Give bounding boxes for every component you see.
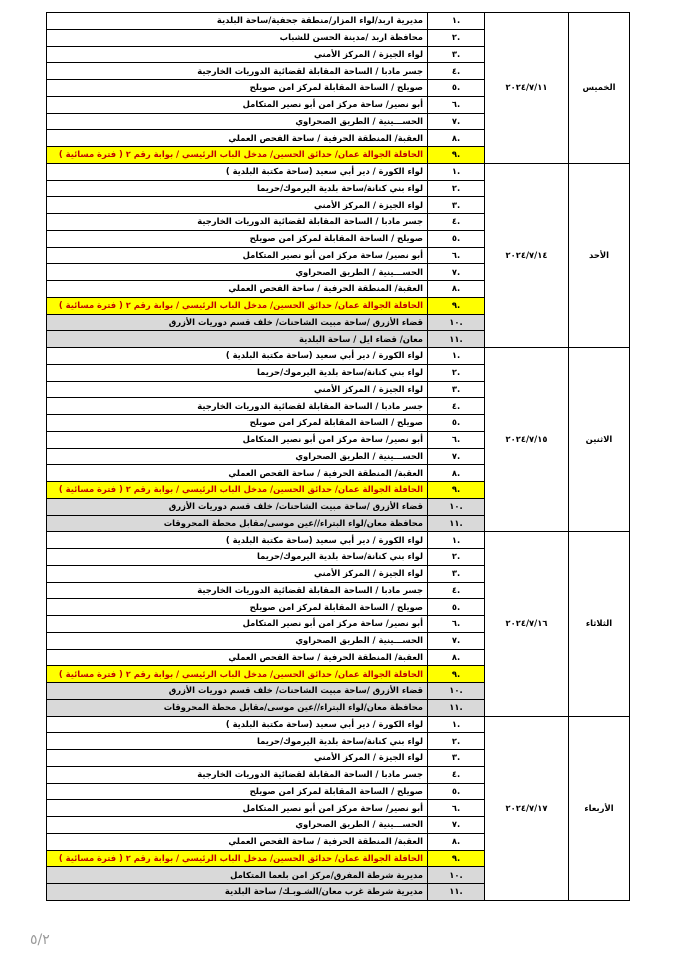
table-row [47,348,630,365]
location-cell: محافظة اربد /مدينة الحسن للشباب [47,29,428,46]
location-cell: الحســـينية / الطريق الصحراوي [47,113,428,130]
row-number: .٣ [428,750,485,767]
row-number: .٩ [428,482,485,499]
row-number: .٤ [428,63,485,80]
location-cell: جسر مادبا / الساحة المقابلة لقضائية الدوريات الخارجية [47,766,428,783]
row-number: .١١ [428,699,485,716]
row-number: .١١ [428,884,485,901]
date-cell: ٢٠٢٤/٧/١٥ [485,348,569,532]
location-cell: قضاء الأزرق /ساحة مبيت الشاحنات/ خلف قسم دوريات الأزرق [47,498,428,515]
row-number: .١ [428,13,485,30]
row-number: .٧ [428,817,485,834]
page-number: ٥/٢ [30,932,50,948]
location-cell: الحافلة الجوالة عمان/ حدائق الحسين/ مدخل الباب الرئيسي / بوابة رقم ٢ ( فترة مسائية ) [47,297,428,314]
row-number: .٧ [428,264,485,281]
location-cell: الحافلة الجوالة عمان/ حدائق الحسين/ مدخل الباب الرئيسي / بوابة رقم ٢ ( فترة مسائية ) [47,482,428,499]
location-cell: صويلح / الساحة المقابلة لمركز امن صويلح [47,599,428,616]
location-cell: مديرية شرطة غرب معان/الشـوبـك/ ساحة البلدية [47,884,428,901]
row-number: .٢ [428,180,485,197]
row-number: .٣ [428,381,485,398]
row-number: .٤ [428,766,485,783]
location-cell: صويلح / الساحة المقابلة لمركز امن صويلح [47,783,428,800]
location-cell: صويلح / الساحة المقابلة لمركز امن صويلح [47,415,428,432]
location-cell: أبو نصير/ ساحة مركز امن أبو نصير المتكامل [47,247,428,264]
location-cell: أبو نصير/ ساحة مركز امن أبو نصير المتكامل [47,800,428,817]
row-number: .١ [428,532,485,549]
row-number: .٤ [428,582,485,599]
row-number: .٤ [428,398,485,415]
row-number: .١١ [428,331,485,348]
location-cell: محافظة معان/لواء البتراء//عين موسى/مقابل محطة المحروقات [47,699,428,716]
location-cell: الحافلة الجوالة عمان/ حدائق الحسين/ مدخل الباب الرئيسي / بوابة رقم ٢ ( فترة مسائية ) [47,666,428,683]
table-row [47,716,630,733]
location-cell: مديرية شرطة المفرق/مركز امن بلعما المتكامل [47,867,428,884]
row-number: .١٠ [428,498,485,515]
location-cell: لواء الجيزة / المركز الأمني [47,197,428,214]
day-cell: الأحد [569,163,630,347]
row-number: .٥ [428,599,485,616]
location-cell: لواء بني كنانة/ساحة بلدية اليرموك/حريما [47,733,428,750]
date-cell: ٢٠٢٤/٧/١٤ [485,163,569,347]
schedule-table [46,12,630,901]
location-cell: مديرية اربد/لواء المزار/منطقة جحفية/ساحة البلدية [47,13,428,30]
location-cell: العقبة/ المنطقة الحرفية / ساحة الفحص العملي [47,833,428,850]
row-number: .٥ [428,80,485,97]
location-cell: أبو نصير/ ساحة مركز امن أبو نصير المتكامل [47,431,428,448]
location-cell: لواء الكورة / دير أبي سعيد (ساحة مكتبة البلدية ) [47,163,428,180]
location-cell: الحســـينية / الطريق الصحراوي [47,817,428,834]
row-number: .١٠ [428,314,485,331]
row-number: .٧ [428,113,485,130]
location-cell: لواء بني كنانة/ساحة بلدية اليرموك/حريما [47,549,428,566]
row-number: .٣ [428,565,485,582]
row-number: .١٠ [428,867,485,884]
row-number: .١ [428,716,485,733]
row-number: .٩ [428,850,485,867]
date-cell: ٢٠٢٤/٧/١٦ [485,532,569,716]
row-number: .٣ [428,46,485,63]
location-cell: الحافلة الجوالة عمان/ حدائق الحسين/ مدخل الباب الرئيسي / بوابة رقم ٢ ( فترة مسائية ) [47,147,428,164]
location-cell: صويلح / الساحة المقابلة لمركز امن صويلح [47,80,428,97]
row-number: .٨ [428,130,485,147]
row-number: .٥ [428,783,485,800]
row-number: .٩ [428,297,485,314]
day-cell: الأربعاء [569,716,630,900]
location-cell: لواء بني كنانة/ساحة بلدية اليرموك/حريما [47,180,428,197]
row-number: .٢ [428,29,485,46]
row-number: .٦ [428,247,485,264]
row-number: .٨ [428,649,485,666]
row-number: .٢ [428,733,485,750]
location-cell: الحســـينية / الطريق الصحراوي [47,264,428,281]
row-number: .٦ [428,431,485,448]
row-number: .٥ [428,415,485,432]
location-cell: محافظة معان/لواء البتراء//عين موسى/مقابل محطة المحروقات [47,515,428,532]
location-cell: لواء الجيزة / المركز الأمني [47,565,428,582]
row-number: .١٠ [428,683,485,700]
row-number: .٧ [428,448,485,465]
table-row [47,532,630,549]
location-cell: لواء الكورة / دير أبي سعيد (ساحة مكتبة البلدية ) [47,348,428,365]
row-number: .٨ [428,281,485,298]
day-cell: الثلاثاء [569,532,630,716]
location-cell: الحافلة الجوالة عمان/ حدائق الحسين/ مدخل الباب الرئيسي / بوابة رقم ٢ ( فترة مسائية ) [47,850,428,867]
row-number: .٦ [428,616,485,633]
location-cell: العقبة/ المنطقة الحرفية / ساحة الفحص العملي [47,649,428,666]
row-number: .١ [428,348,485,365]
location-cell: الحســـينية / الطريق الصحراوي [47,632,428,649]
location-cell: لواء الجيزة / المركز الأمني [47,381,428,398]
row-number: .٥ [428,230,485,247]
location-cell: قضاء الأزرق /ساحة مبيت الشاحنات/ خلف قسم دوريات الأزرق [47,314,428,331]
schedule-page [46,12,630,901]
location-cell: جسر مادبا / الساحة المقابلة لقضائية الدوريات الخارجية [47,582,428,599]
row-number: .٨ [428,465,485,482]
location-cell: لواء الجيزة / المركز الأمني [47,46,428,63]
row-number: .٦ [428,96,485,113]
location-cell: العقبة/ المنطقة الحرفية / ساحة الفحص العملي [47,130,428,147]
row-number: .٣ [428,197,485,214]
location-cell: لواء الجيزة / المركز الأمني [47,750,428,767]
row-number: .٢ [428,549,485,566]
row-number: .٧ [428,632,485,649]
row-number: .٩ [428,666,485,683]
day-cell: الخميس [569,13,630,164]
row-number: .١ [428,163,485,180]
location-cell: لواء الكورة / دير أبي سعيد (ساحة مكتبة البلدية ) [47,716,428,733]
table-row [47,163,630,180]
day-cell: الاثنين [569,348,630,532]
location-cell: جسر مادبا / الساحة المقابلة لقضائية الدوريات الخارجية [47,398,428,415]
location-cell: أبو نصير/ ساحة مركز امن أبو نصير المتكامل [47,616,428,633]
row-number: .١١ [428,515,485,532]
row-number: .٨ [428,833,485,850]
row-number: .٢ [428,364,485,381]
row-number: .٤ [428,214,485,231]
date-cell: ٢٠٢٤/٧/١١ [485,13,569,164]
location-cell: معان/ قضاء ايل / ساحة البلدية [47,331,428,348]
schedule-body [47,13,630,901]
location-cell: الحســـينية / الطريق الصحراوي [47,448,428,465]
location-cell: قضاء الأزرق /ساحة مبيت الشاحنات/ خلف قسم دوريات الأزرق [47,683,428,700]
date-cell: ٢٠٢٤/٧/١٧ [485,716,569,900]
location-cell: صويلح / الساحة المقابلة لمركز امن صويلح [47,230,428,247]
location-cell: جسر مادبا / الساحة المقابلة لقضائية الدوريات الخارجية [47,63,428,80]
row-number: .٩ [428,147,485,164]
location-cell: لواء بني كنانة/ساحة بلدية اليرموك/حريما [47,364,428,381]
location-cell: جسر مادبا / الساحة المقابلة لقضائية الدوريات الخارجية [47,214,428,231]
row-number: .٦ [428,800,485,817]
table-row [47,13,630,30]
location-cell: العقبة/ المنطقة الحرفية / ساحة الفحص العملي [47,465,428,482]
location-cell: العقبة/ المنطقة الحرفية / ساحة الفحص العملي [47,281,428,298]
location-cell: أبو نصير/ ساحة مركز امن أبو نصير المتكامل [47,96,428,113]
location-cell: لواء الكورة / دير أبي سعيد (ساحة مكتبة البلدية ) [47,532,428,549]
